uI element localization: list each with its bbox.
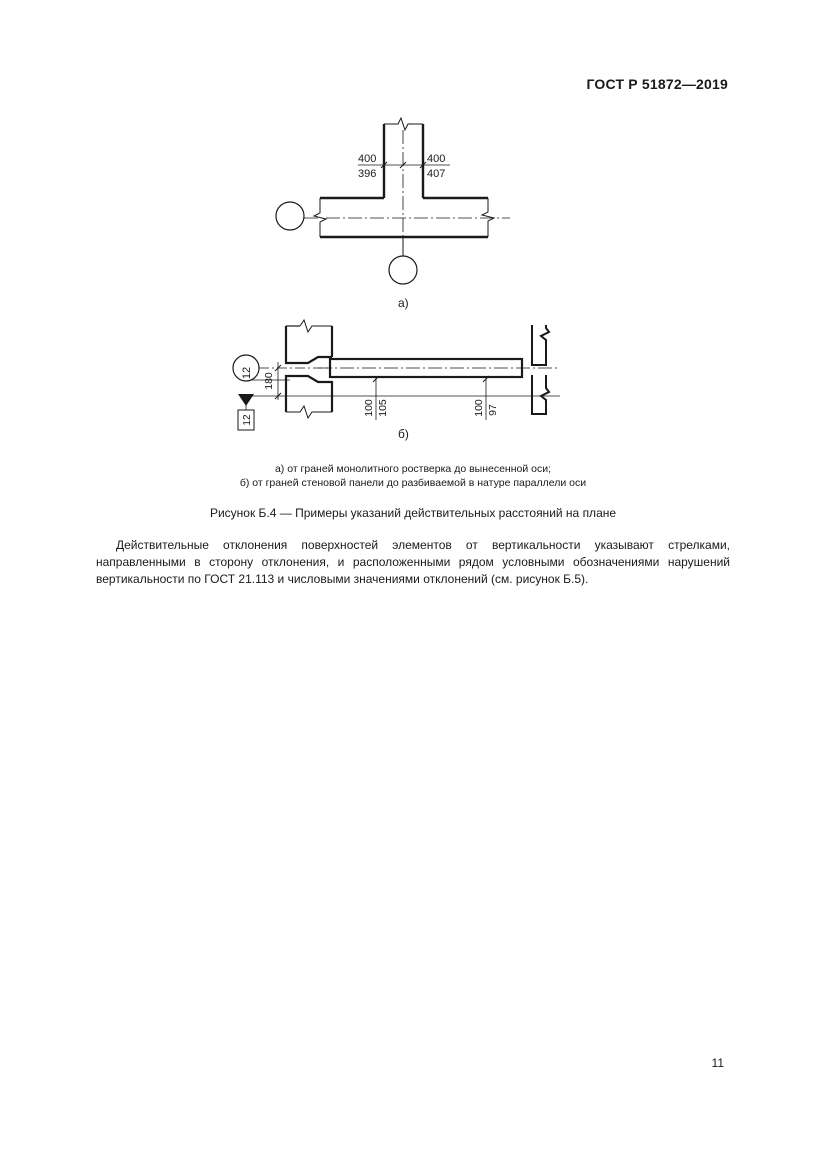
axis-bubble-left [276, 202, 304, 230]
part-b-drawing [233, 320, 560, 430]
level-marker-text: 12 [242, 414, 253, 426]
figure-drawing [0, 0, 826, 460]
legend-item-b: б) от граней стеновой панели до разбиваемой в натуре параллели оси [239, 477, 587, 489]
dim2-design: 100 [473, 399, 485, 417]
dim-vertical-180: 180 [263, 372, 275, 390]
dim2-actual: 97 [487, 404, 499, 416]
part-a-label: а) [398, 296, 409, 310]
dim1-actual: 105 [377, 399, 389, 417]
dim-left-design: 400 [358, 153, 377, 165]
dim-left-actual: 396 [358, 168, 377, 180]
part-a-drawing [276, 118, 510, 284]
dim-right-actual: 407 [427, 168, 446, 180]
page-number: 11 [711, 1056, 724, 1070]
axis-bubble-bottom [389, 256, 417, 284]
legend-item-a: а) от граней монолитного ростверка до вынесенной оси; [274, 463, 552, 475]
body-paragraph: Действительные отклонения поверхностей элементов от вертикальности указывают стрелками, направленными в сторону отклонения, и расположенными рядом условными обозначениями нарушений вертикальности по ГОСТ 21.113 и числовыми значениями отклонений (см. рисунок Б.5). [96, 538, 730, 586]
document-header: ГОСТ Р 51872—2019 [586, 76, 728, 92]
dim-right-design: 400 [427, 153, 446, 165]
part-b-label: б) [398, 427, 409, 441]
figure-caption: Рисунок Б.4 — Примеры указаний действительных расстояний на плане [209, 506, 617, 520]
axis-marker-text: 12 [241, 366, 253, 380]
dim1-design: 100 [363, 399, 375, 417]
